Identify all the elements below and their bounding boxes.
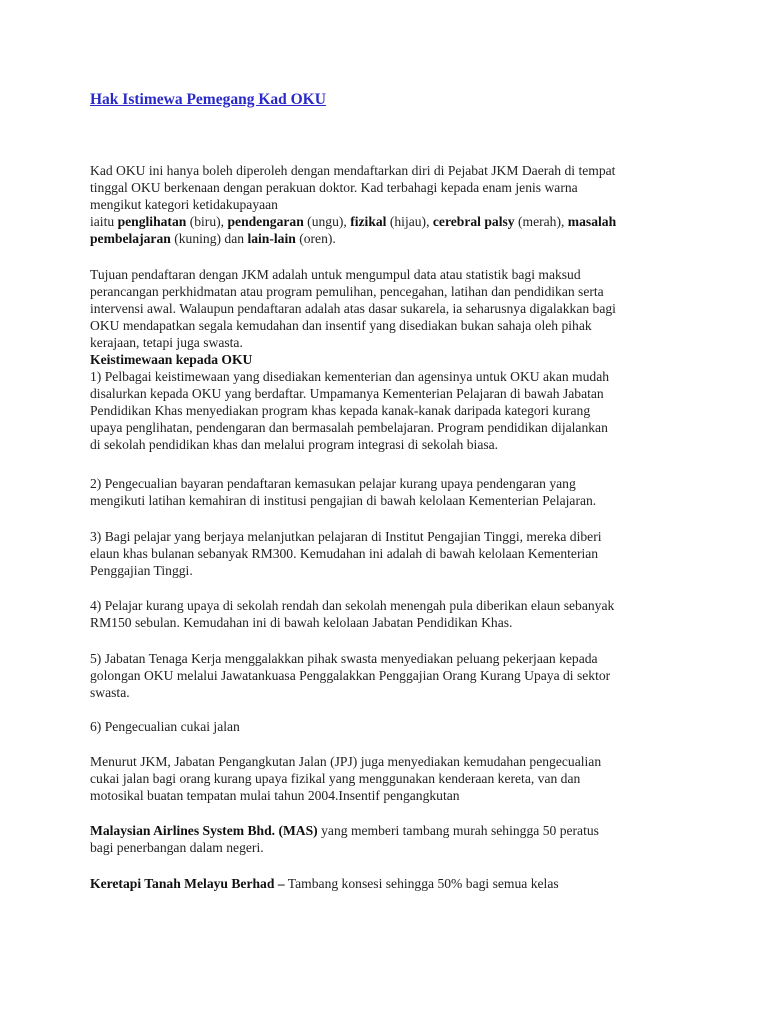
item-5-line: 5) Jabatan Tenaga Kerja menggalakkan pihak swasta menyediakan peluang pekerjaan kepada: [90, 651, 598, 666]
item-6-paragraph: [90, 718, 678, 735]
ktm-paragraph: [90, 875, 678, 892]
item-3-line: elaun khas bulanan sebanyak RM300. Kemudahan ini adalah di bawah kelolaan Kementerian: [90, 546, 599, 561]
purpose-line: intervensi awal. Walaupun pendaftaran adalah atas dasar sukarela, ia seharusnya digalakkan bagi: [90, 301, 616, 316]
intro-line: Kad OKU ini hanya boleh diperoleh dengan mendaftarkan diri di Pejabat JKM Daerah di tempat: [90, 163, 616, 178]
item-1-line: 1) Pelbagai keistimewaan yang disediakan kementerian dan agensinya untuk OKU akan mudah: [90, 369, 610, 384]
jpj-line: cukai jalan bagi orang kurang upaya fizikal yang menggunakan kenderaan kereta, van dan: [90, 771, 581, 786]
intro-line: mengikut kategori ketidakupayaan: [90, 197, 278, 212]
item-5-paragraph: [90, 650, 678, 701]
item-3-line: 3) Bagi pelajar yang berjaya melanjutkan pelajaran di Institut Pengajian Tinggi, mereka diberi: [90, 529, 602, 544]
item-2-paragraph: [90, 475, 678, 509]
intro-line: tinggal OKU berkenaan dengan perakuan doktor. Kad terbahagi kepada enam jenis warna: [90, 180, 578, 195]
jpj-line: Menurut JKM, Jabatan Pengangkutan Jalan (JPJ) juga menyediakan kemudahan pengecualian: [90, 754, 602, 769]
purpose-line: perancangan perkhidmatan atau program pemulihan, pencegahan, latihan dan pendidikan serta: [90, 284, 604, 299]
category-pendengaran: pendengaran: [227, 214, 304, 229]
category-cerebral-palsy: cerebral palsy: [432, 214, 515, 229]
category-lain-lain: lain-lain: [247, 231, 296, 246]
category-note: (hijau),: [386, 214, 433, 229]
page-title-link[interactable]: Hak Istimewa Pemegang Kad OKU: [90, 91, 326, 108]
mas-name: Malaysian Airlines System Bhd. (MAS): [90, 823, 318, 838]
item-4-paragraph: [90, 597, 678, 631]
purpose-line: OKU mendapatkan segala kemudahan dan insentif yang disediakan bukan sahaja oleh pihak: [90, 318, 592, 333]
ktm-name: Keretapi Tanah Melayu Berhad –: [90, 876, 285, 891]
item-3-paragraph: [90, 528, 678, 579]
ktm-text: Tambang konsesi sehingga 50% bagi semua kelas: [284, 876, 559, 891]
purpose-line: kerajaan, tetapi juga swasta.: [90, 335, 243, 350]
category-fizikal: fizikal: [350, 214, 387, 229]
mas-line: [90, 822, 678, 839]
item-3-line: Penggajian Tinggi.: [90, 563, 193, 578]
item-4-line: RM150 sebulan. Kemudahan ini di bawah kelolaan Jabatan Pendidikan Khas.: [90, 615, 513, 630]
category-note: (merah),: [514, 214, 568, 229]
category-masalah: masalah: [567, 214, 617, 229]
purpose-paragraph: [90, 266, 678, 453]
item-2-line: mengikuti latihan kemahiran di institusi pengajian di bawah kelolaan Kementerian Pelajaran.: [90, 493, 597, 508]
mas-text: yang memberi tambang murah sehingga 50 peratus: [317, 823, 599, 838]
ktm-line: [90, 875, 678, 892]
item-6-line: 6) Pengecualian cukai jalan: [90, 719, 240, 734]
item-1-line: Pendidikan Khas menyediakan program khas kepada kanak-kanak daripada kategori kurang: [90, 403, 591, 418]
item-1-line: upaya penglihatan, pendengaran dan bermasalah pembelajaran. Program pendidikan dijalankan: [90, 420, 608, 435]
category-note: (kuning) dan: [170, 231, 248, 246]
item-5-line: swasta.: [90, 685, 130, 700]
jpj-line: motosikal buatan tempatan mulai tahun 2004.Insentif pengangkutan: [90, 788, 460, 803]
intro-paragraph: [90, 162, 678, 247]
category-note: (biru),: [186, 214, 228, 229]
item-1-line: di sekolah pendidikan khas dan melalui program integrasi di sekolah biasa.: [90, 437, 499, 452]
item-1-line: disalurkan kepada OKU yang berdaftar. Umpamanya Kementerian Pelajaran di bawah Jabatan: [90, 386, 604, 401]
category-pembelajaran: pembelajaran: [90, 231, 171, 246]
purpose-line: Tujuan pendaftaran dengan JKM adalah untuk mengumpul data atau statistik bagi maksud: [90, 267, 581, 282]
mas-paragraph: [90, 822, 678, 856]
card-categories-line-2: [90, 230, 678, 247]
category-penglihatan: penglihatan: [117, 214, 187, 229]
categories-prefix: iaitu: [90, 214, 118, 229]
category-note: (oren).: [295, 231, 336, 246]
card-categories-line-1: [90, 213, 678, 230]
category-note: (ungu),: [303, 214, 351, 229]
item-2-line: 2) Pengecualian bayaran pendaftaran kemasukan pelajar kurang upaya pendengaran yang: [90, 476, 576, 491]
mas-line: bagi penerbangan dalam negeri.: [90, 840, 264, 855]
jpj-paragraph: [90, 753, 678, 804]
item-4-line: 4) Pelajar kurang upaya di sekolah rendah dan sekolah menengah pula diberikan elaun sebanyak: [90, 598, 615, 613]
section-heading: Keistimewaan kepada OKU: [90, 352, 253, 367]
item-5-line: golongan OKU melalui Jawatankuasa Penggalakkan Penggajian Orang Kurang Upaya di sektor: [90, 668, 611, 683]
